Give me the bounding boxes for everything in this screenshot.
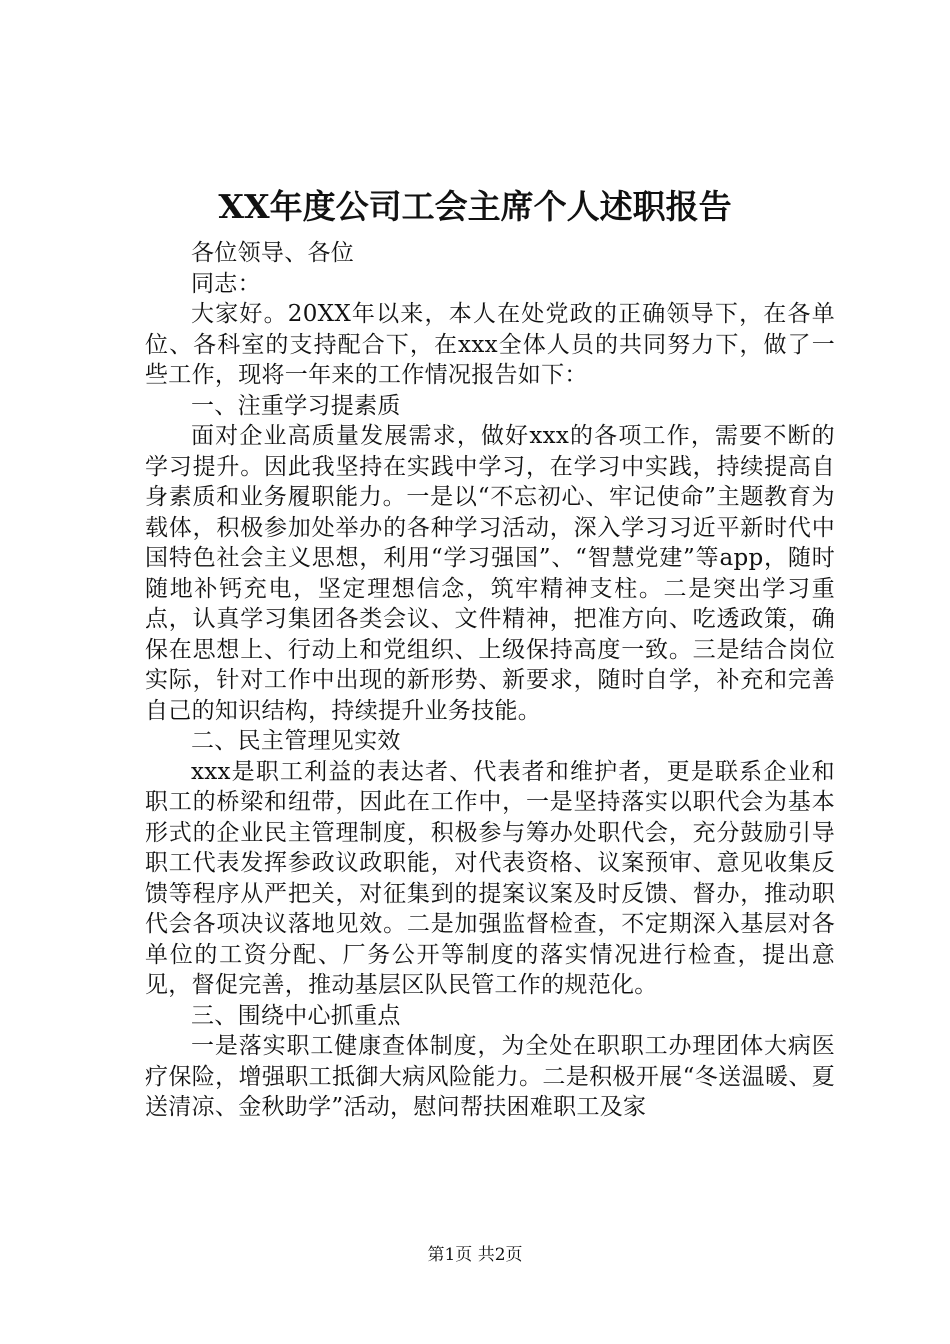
- intro-paragraph: 大家好。20XX年以来，本人在处党政的正确领导下，在各单位、各科室的支持配合下，在xxx全体人员的共同努力下，做了一些工作，现将一年来的工作情况报告如下：: [145, 301, 835, 388]
- section-heading-1: 一、注重学习提素质: [191, 392, 401, 419]
- section-heading-3: 三、围绕中心抓重点: [191, 1002, 401, 1029]
- section-paragraph-1: 面对企业高质量发展需求，做好xxx的各项工作，需要不断的学习提升。因此我坚持在实践中学习，在学习中实践，持续提高自身素质和业务履职能力。一是以“不忘初心、牢记使命”主题教育为载体，积极参加处举办的各种学习活动，深入学习习近平新时代中国特色社会主义思想，利用“学习强国”、“智慧党建”等app，随时随地补钙充电，坚定理想信念，筑牢精神支柱。二是突出学习重点，认真学习集团各类会议、文件精神，把准方向、吃透政策，确保在思想上、行动上和党组织、上级保持高度一致。三是结合岗位实际，针对工作中出现的新形势、新要求，随时自学，补充和完善自己的知识结构，持续提升业务技能。: [145, 423, 835, 724]
- salutation-line-1: 各位领导、各位: [191, 240, 355, 266]
- salutation-line-2: 同志：: [191, 270, 261, 297]
- section-paragraph-3: 一是落实职工健康查体制度，为全处在职职工办理团体大病医疗保险，增强职工抵御大病风险能力。二是积极开展“冬送温暖、夏送清凉、金秋助学”活动，慰问帮扶困难职工及家: [145, 1033, 835, 1120]
- document-title: XX年度公司工会主席个人述职报告: [218, 187, 732, 226]
- page-number-footer: 第1页 共2页: [427, 1245, 523, 1265]
- section-heading-2: 二、民主管理见实效: [191, 728, 401, 754]
- document-body: [145, 238, 835, 1123]
- section-paragraph-2: xxx是职工利益的表达者、代表者和维护者，更是联系企业和职工的桥梁和纽带，因此在工作中，一是坚持落实以职代会为基本形式的企业民主管理制度，积极参与筹办处职代会，充分鼓励引导职工代表发挥参政议政职能，对代表资格、议案预审、意见收集反馈等程序从严把关，对征集到的提案议案及时反馈、督办，推动职代会各项决议落地见效。二是加强监督检查，不定期深入基层对各单位的工资分配、厂务公开等制度的落实情况进行检查，提出意见，督促完善，推动基层区队民管工作的规范化。: [145, 758, 835, 998]
